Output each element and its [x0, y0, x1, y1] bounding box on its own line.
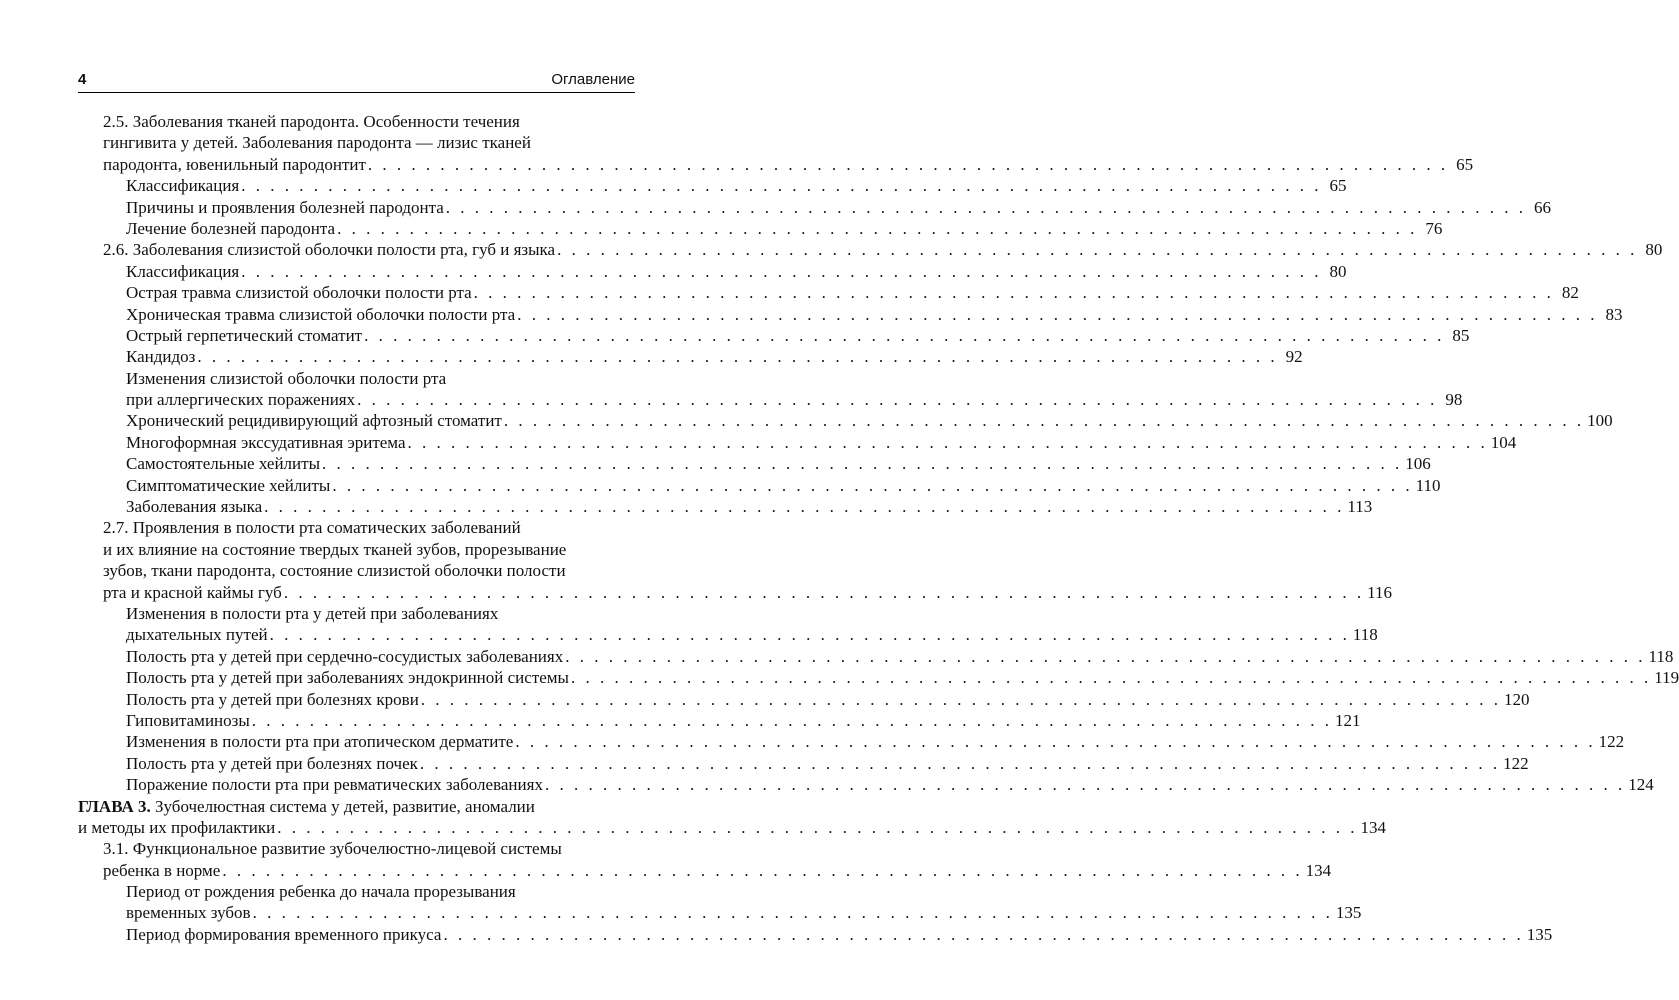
toc-entry-title: Хронический рецидивирующий афтозный стоматит	[126, 411, 502, 431]
toc-entry-title: Хроническая травма слизистой оболочки полости рта	[126, 304, 516, 324]
dot-leader: . . . . . . . . . . . . . . . . . . . . . . . . . . . . . . . . . . . . . . . . . . . . . . . . . . . . . . . . . . . . . . . . . . . . . . . . . . .	[570, 668, 1652, 688]
dot-leader: . . . . . . . . . . . . . . . . . . . . . . . . . . . . . . . . . . . . . . . . . . . . . . . . . . . . . . . . . . . . . . . . . . . . . . . . . . .	[337, 218, 1418, 238]
toc-entry[interactable]	[78, 453, 1431, 474]
toc-entry[interactable]	[78, 496, 1373, 517]
toc-entry-final-line	[78, 325, 1470, 346]
dot-leader: . . . . . . . . . . . . . . . . . . . . . . . . . . . . . . . . . . . . . . . . . . . . . . . . . . . . . . . . . . . . . . . . . . . . . . . . . . .	[277, 817, 1358, 837]
dot-leader: . . . . . . . . . . . . . . . . . . . . . . . . . . . . . . . . . . . . . . . . . . . . . . . . . . . . . . . . . . . . . . . . . . . . . . . . . . .	[473, 283, 1554, 303]
toc-entry[interactable]	[78, 517, 1392, 603]
toc-entry-final-line	[78, 902, 1362, 923]
toc-entry-title: временных зубов	[126, 903, 251, 923]
toc-entry-final-line	[78, 817, 1386, 838]
toc-entry-final-line	[78, 346, 1303, 367]
dot-leader: . . . . . . . . . . . . . . . . . . . . . . . . . . . . . . . . . . . . . . . . . . . . . . . . . . . . . . . . . . . . . . . . . . . . . . . . . . .	[252, 903, 1333, 923]
toc-entry[interactable]	[78, 603, 1378, 646]
toc-page-number: 121	[1335, 710, 1361, 730]
dot-leader: . . . . . . . . . . . . . . . . . . . . . . . . . . . . . . . . . . . . . . . . . . . . . . . . . . . . . . . . . . . . . . . . . . . . . . . . . . .	[283, 582, 1365, 602]
running-header	[78, 70, 635, 93]
dot-leader: . . . . . . . . . . . . . . . . . . . . . . . . . . . . . . . . . . . . . . . . . . . . . . . . . . . . . . . . . . . . . . . . . . . . . . . . . . .	[269, 625, 1350, 645]
toc-entry-final-line	[78, 646, 1674, 667]
toc-entry[interactable]	[78, 924, 1553, 945]
dot-leader: . . . . . . . . . . . . . . . . . . . . . . . . . . . . . . . . . . . . . . . . . . . . . . . . . . . . . . . . . . . . . . . . . . . . . . . . . . .	[503, 411, 1585, 431]
toc-entry[interactable]	[78, 731, 1625, 752]
toc-entry-final-line	[78, 239, 1663, 260]
dot-leader: . . . . . . . . . . . . . . . . . . . . . . . . . . . . . . . . . . . . . . . . . . . . . . . . . . . . . . . . . . . . . . . . . . . . . . . . . . .	[419, 753, 1501, 773]
toc-entry[interactable]	[78, 304, 1623, 325]
toc-page-number: 82	[1561, 283, 1579, 303]
toc-entry-final-line	[78, 624, 1378, 645]
toc-entry[interactable]	[78, 667, 1679, 688]
toc-entry[interactable]	[78, 881, 1362, 924]
toc-page-number: 134	[1305, 860, 1332, 880]
toc-page-number: 116	[1367, 582, 1392, 602]
toc-entry-final-line	[78, 432, 1517, 453]
toc-page-number: 65	[1456, 154, 1474, 174]
toc-entry-line: гингивита у детей. Заболевания пародонта — лизис тканей	[103, 133, 531, 153]
toc-entry-final-line	[78, 410, 1613, 431]
dot-leader: . . . . . . . . . . . . . . . . . . . . . . . . . . . . . . . . . . . . . . . . . . . . . . . . . . . . . . . . . . . . . . . . . . . . . . . . . . .	[241, 261, 1322, 281]
dot-leader: . . . . . . . . . . . . . . . . . . . . . . . . . . . . . . . . . . . . . . . . . . . . . . . . . . . . . . . . . . . . . . . . . . . . . . . . . . .	[197, 347, 1278, 367]
toc-entry-line: и их влияние на состояние твердых тканей зубов, прорезывание	[103, 539, 567, 559]
dot-leader: . . . . . . . . . . . . . . . . . . . . . . . . . . . . . . . . . . . . . . . . . . . . . . . . . . . . . . . . . . . . . . . . . . . . . . . . . . .	[357, 390, 1438, 410]
dot-leader: . . . . . . . . . . . . . . . . . . . . . . . . . . . . . . . . . . . . . . . . . . . . . . . . . . . . . . . . . . . . . . . . . . . . . . . . . . .	[557, 240, 1638, 260]
toc-page-number: 135	[1526, 924, 1553, 944]
toc-page-number: 92	[1285, 347, 1303, 367]
toc-entry-final-line	[78, 582, 1392, 603]
toc-entry[interactable]	[78, 475, 1441, 496]
toc-entry-line: 2.7. Проявления в полости рта соматических заболеваний	[103, 518, 521, 538]
toc-entry-title: Полость рта у детей при сердечно-сосудистых заболеваниях	[126, 646, 564, 666]
toc-entry-title: пародонта, ювенильный пародонтит	[103, 154, 366, 174]
toc-page-number: 113	[1347, 497, 1373, 517]
toc-entry[interactable]	[78, 175, 1347, 196]
dot-leader: . . . . . . . . . . . . . . . . . . . . . . . . . . . . . . . . . . . . . . . . . . . . . . . . . . . . . . . . . . . . . . . . . . . . . . . . . . .	[322, 454, 1403, 474]
toc-entry-title: Классификация	[126, 261, 240, 281]
toc-page-number: 118	[1648, 646, 1674, 666]
toc-entry[interactable]	[78, 368, 1463, 411]
toc-entry[interactable]	[78, 325, 1470, 346]
toc-page-number: 118	[1352, 625, 1378, 645]
dot-leader: . . . . . . . . . . . . . . . . . . . . . . . . . . . . . . . . . . . . . . . . . . . . . . . . . . . . . . . . . . . . . . . . . . . . . . . . . . .	[241, 176, 1322, 196]
toc-page-number: 106	[1405, 454, 1431, 474]
toc-entry[interactable]	[78, 218, 1443, 239]
toc-entry-title: Самостоятельные хейлиты	[126, 454, 320, 474]
toc-page-number: 80	[1329, 261, 1347, 281]
toc-entry-line: ГЛАВА 3. Зубочелюстная система у детей, развитие, аномалии	[78, 796, 535, 816]
section-title: Оглавление	[551, 71, 635, 88]
toc-page-number: 98	[1445, 390, 1463, 410]
toc-entry[interactable]	[78, 838, 1332, 881]
toc-entry-title: Поражение полости рта при ревматических заболеваниях	[126, 775, 543, 795]
toc-entry-line: 3.1. Функциональное развитие зубочелюстно-лицевой системы	[103, 839, 562, 859]
toc-entry-final-line	[78, 496, 1373, 517]
dot-leader: . . . . . . . . . . . . . . . . . . . . . . . . . . . . . . . . . . . . . . . . . . . . . . . . . . . . . . . . . . . . . . . . . . . . . . . . . . .	[544, 775, 1626, 795]
toc-entry-final-line	[78, 475, 1441, 496]
toc-page-number: 134	[1360, 817, 1386, 837]
dot-leader: . . . . . . . . . . . . . . . . . . . . . . . . . . . . . . . . . . . . . . . . . . . . . . . . . . . . . . . . . . . . . . . . . . . . . . . . . . .	[515, 732, 1596, 752]
toc-entry-title: Кандидоз	[126, 347, 196, 367]
toc-entry-title: Заболевания языка	[126, 497, 263, 517]
toc-entry-line: зубов, ткани пародонта, состояние слизистой оболочки полости	[103, 561, 566, 581]
dot-leader: . . . . . . . . . . . . . . . . . . . . . . . . . . . . . . . . . . . . . . . . . . . . . . . . . . . . . . . . . . . . . . . . . . . . . . . . . . .	[565, 646, 1646, 666]
toc-entry-final-line	[78, 860, 1332, 881]
chapter-label: ГЛАВА 3.	[78, 796, 151, 816]
dot-leader: . . . . . . . . . . . . . . . . . . . . . . . . . . . . . . . . . . . . . . . . . . . . . . . . . . . . . . . . . . . . . . . . . . . . . . . . . . .	[264, 497, 1345, 517]
toc-entry-final-line	[78, 197, 1552, 218]
toc-entry-title: 2.6. Заболевания слизистой оболочки полости рта, губ и языка	[103, 240, 556, 260]
toc-entry[interactable]	[78, 710, 1361, 731]
toc-entry-line: Изменения слизистой оболочки полости рта	[126, 368, 447, 388]
toc-page-number: 76	[1425, 218, 1443, 238]
toc-entry-final-line	[78, 731, 1625, 752]
toc-entry-final-line	[78, 753, 1529, 774]
toc-entry[interactable]	[78, 796, 1386, 839]
dot-leader: . . . . . . . . . . . . . . . . . . . . . . . . . . . . . . . . . . . . . . . . . . . . . . . . . . . . . . . . . . . . . . . . . . . . . . . . . . .	[445, 197, 1527, 217]
toc-entry-title: Классификация	[126, 176, 240, 196]
toc-page-number: 122	[1503, 753, 1529, 773]
toc-entry-title: и методы их профилактики	[78, 817, 276, 837]
toc-entry-title: Изменения в полости рта при атопическом дерматите	[126, 732, 514, 752]
dot-leader: . . . . . . . . . . . . . . . . . . . . . . . . . . . . . . . . . . . . . . . . . . . . . . . . . . . . . . . . . . . . . . . . . . . . . . . . . . .	[443, 924, 1524, 944]
toc-page-number: 104	[1490, 432, 1517, 452]
toc-page-number: 119	[1654, 668, 1679, 688]
toc-entry[interactable]	[78, 282, 1579, 303]
toc-page-number: 135	[1335, 903, 1362, 923]
dot-leader: . . . . . . . . . . . . . . . . . . . . . . . . . . . . . . . . . . . . . . . . . . . . . . . . . . . . . . . . . . . . . . . . . . . . . . . . . . .	[420, 689, 1502, 709]
toc-page-number: 80	[1645, 240, 1663, 260]
table-of-contents	[78, 111, 1679, 945]
dot-leader: . . . . . . . . . . . . . . . . . . . . . . . . . . . . . . . . . . . . . . . . . . . . . . . . . . . . . . . . . . . . . . . . . . . . . . . . . . .	[407, 432, 1488, 452]
toc-page-number: 110	[1415, 475, 1441, 495]
toc-entry-title: Многоформная экссудативная эритема	[126, 432, 406, 452]
toc-page-number: 122	[1598, 732, 1625, 752]
toc-entry[interactable]	[78, 689, 1530, 710]
page-number: 4	[78, 71, 87, 88]
toc-entry[interactable]	[78, 646, 1674, 667]
toc-entry-title: дыхательных путей	[126, 625, 268, 645]
toc-entry-title: Полость рта у детей при заболеваниях эндокринной системы	[126, 668, 569, 688]
toc-page-number: 85	[1452, 325, 1470, 345]
toc-entry-final-line	[78, 261, 1347, 282]
toc-page-number: 66	[1534, 197, 1552, 217]
toc-entry-line: Изменения в полости рта у детей при заболеваниях	[126, 603, 499, 623]
toc-entry[interactable]	[78, 432, 1517, 453]
toc-page-number: 65	[1329, 176, 1347, 196]
toc-entry-final-line	[78, 304, 1623, 325]
toc-entry-final-line	[78, 175, 1347, 196]
toc-entry[interactable]	[78, 346, 1303, 367]
toc-entry-title: Полость рта у детей при болезнях крови	[126, 689, 419, 709]
toc-entry-title: Острый герпетический стоматит	[126, 325, 363, 345]
toc-entry-line: 2.5. Заболевания тканей пародонта. Особенности течения	[103, 112, 520, 131]
toc-entry-final-line	[78, 282, 1579, 303]
dot-leader: . . . . . . . . . . . . . . . . . . . . . . . . . . . . . . . . . . . . . . . . . . . . . . . . . . . . . . . . . . . . . . . . . . . . . . . . . . .	[332, 475, 1413, 495]
toc-entry[interactable]	[78, 410, 1613, 431]
toc-entry-title: при аллергических поражениях	[126, 390, 356, 410]
toc-entry-title: Симптоматические хейлиты	[126, 475, 331, 495]
toc-entry-final-line	[78, 710, 1361, 731]
toc-entry-final-line	[78, 218, 1443, 239]
toc-entry[interactable]	[78, 111, 1474, 175]
toc-entry[interactable]	[78, 261, 1347, 282]
dot-leader: . . . . . . . . . . . . . . . . . . . . . . . . . . . . . . . . . . . . . . . . . . . . . . . . . . . . . . . . . . . . . . . . . . . . . . . . . . .	[364, 325, 1445, 345]
toc-entry[interactable]	[78, 239, 1663, 260]
toc-entry-line: Период от рождения ребенка до начала прорезывания	[126, 882, 516, 902]
toc-entry-final-line	[78, 453, 1431, 474]
toc-entry-final-line	[78, 774, 1654, 795]
toc-page-number: 100	[1587, 411, 1613, 431]
toc-entry-title: Острая травма слизистой оболочки полости рта	[126, 283, 472, 303]
toc-entry-title: Гиповитаминозы	[126, 710, 250, 730]
toc-page-number: 83	[1605, 304, 1623, 324]
toc-entry[interactable]	[78, 197, 1552, 218]
dot-leader: . . . . . . . . . . . . . . . . . . . . . . . . . . . . . . . . . . . . . . . . . . . . . . . . . . . . . . . . . . . . . . . . . . . . . . . . . . .	[517, 304, 1598, 324]
toc-entry[interactable]	[78, 774, 1654, 795]
toc-entry-title: Период формирования временного прикуса	[126, 924, 442, 944]
dot-leader: . . . . . . . . . . . . . . . . . . . . . . . . . . . . . . . . . . . . . . . . . . . . . . . . . . . . . . . . . . . . . . . . . . . . . . . . . . .	[222, 860, 1303, 880]
toc-entry[interactable]	[78, 753, 1529, 774]
toc-entry-title: рта и красной каймы губ	[103, 582, 282, 602]
toc-entry-final-line	[78, 389, 1463, 410]
toc-entry-title: Причины и проявления болезней пародонта	[126, 197, 444, 217]
dot-leader: . . . . . . . . . . . . . . . . . . . . . . . . . . . . . . . . . . . . . . . . . . . . . . . . . . . . . . . . . . . . . . . . . . . . . . . . . . .	[367, 154, 1449, 174]
toc-entry-title: Лечение болезней пародонта	[126, 218, 336, 238]
toc-entry-title: ребенка в норме	[103, 860, 221, 880]
toc-entry-final-line	[78, 924, 1553, 945]
toc-entry-final-line	[78, 667, 1679, 688]
toc-entry-final-line	[78, 154, 1474, 175]
dot-leader: . . . . . . . . . . . . . . . . . . . . . . . . . . . . . . . . . . . . . . . . . . . . . . . . . . . . . . . . . . . . . . . . . . . . . . . . . . .	[251, 710, 1333, 730]
toc-entry-final-line	[78, 689, 1530, 710]
toc-page-number: 124	[1628, 775, 1654, 795]
toc-entry-title: Полость рта у детей при болезнях почек	[126, 753, 418, 773]
toc-page-number: 120	[1504, 689, 1530, 709]
